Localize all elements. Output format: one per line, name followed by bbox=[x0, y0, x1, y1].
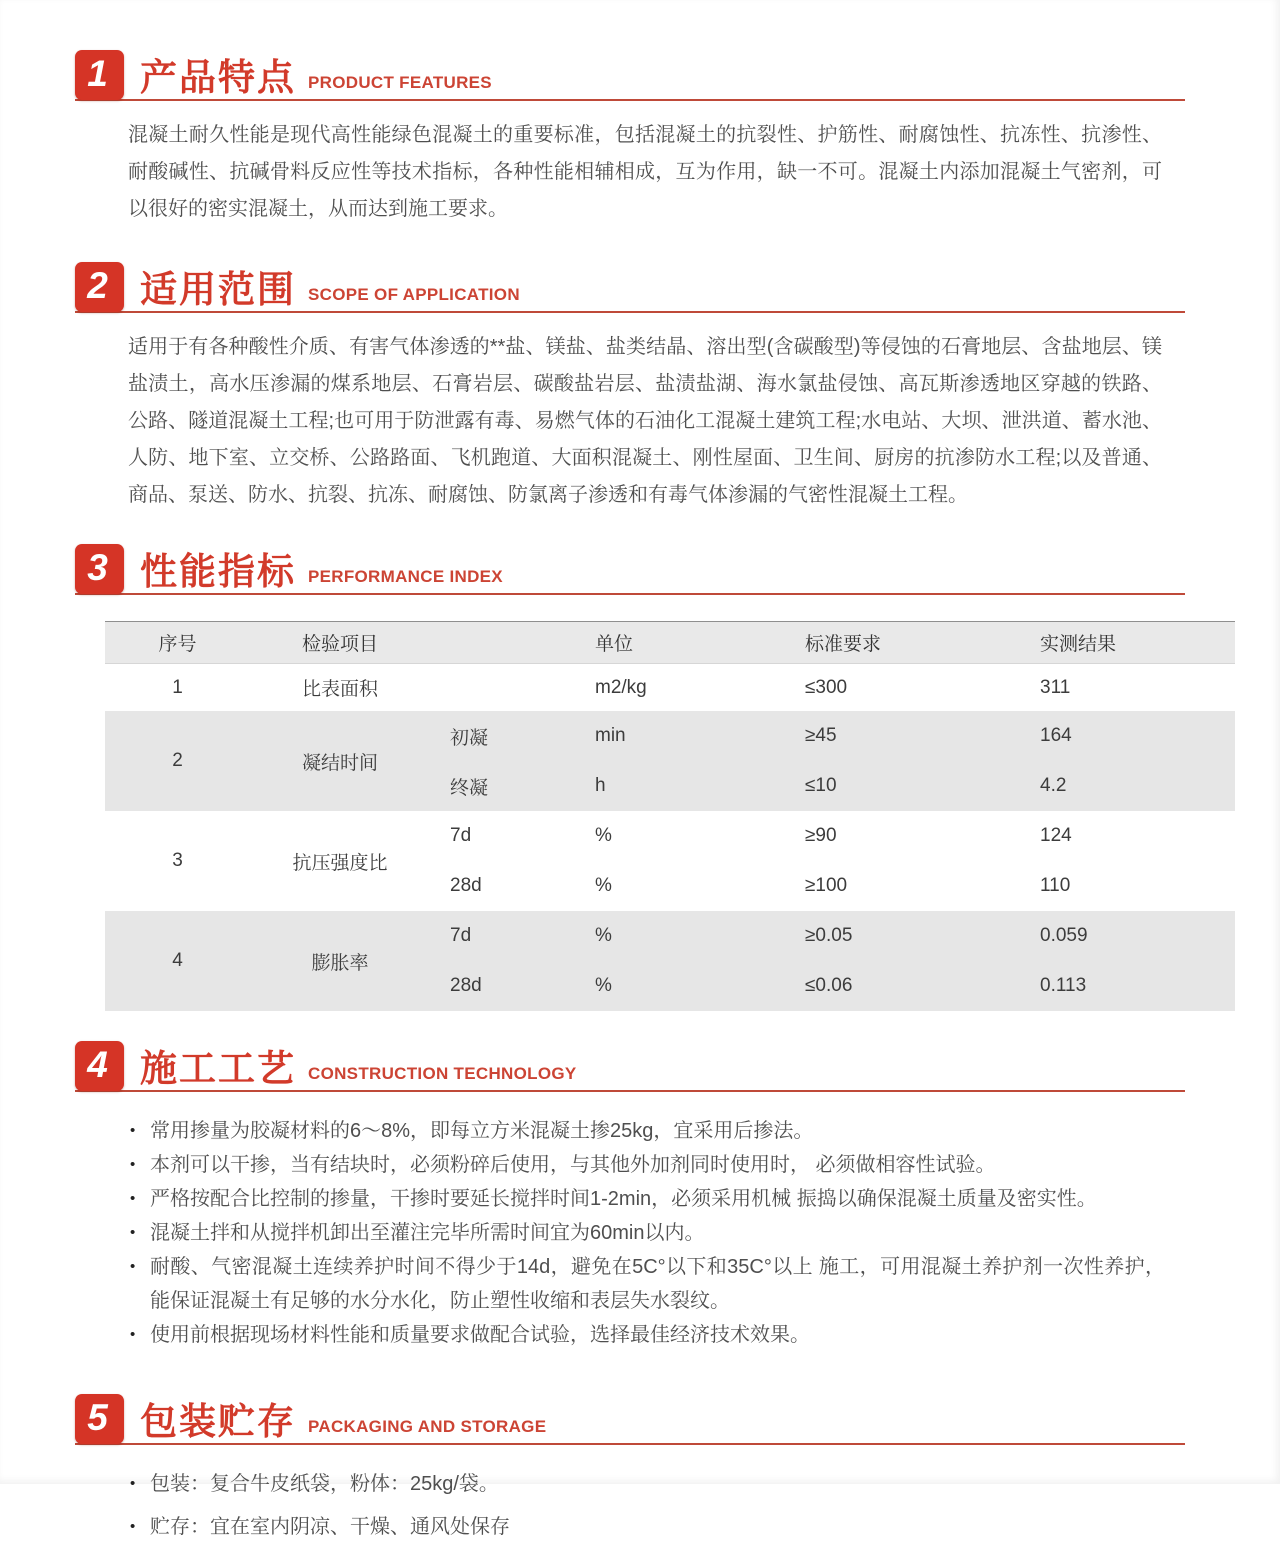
table-cell-unit: % bbox=[595, 975, 612, 996]
table-cell-item: 膨胀率 bbox=[311, 952, 369, 974]
section-number-badge: 1 bbox=[75, 50, 124, 100]
section-number-badge: 2 bbox=[75, 262, 124, 312]
table-header-cell: 实测结果 bbox=[1040, 634, 1117, 655]
table-cell-unit: % bbox=[595, 825, 612, 846]
table-cell-unit: m2/kg bbox=[595, 676, 647, 698]
table-cell-sub bbox=[430, 664, 570, 711]
table-cell-unit: min bbox=[595, 725, 626, 746]
section-header bbox=[75, 1041, 1185, 1092]
table-group-row bbox=[105, 911, 1235, 1011]
section-title-zh: 适用范围 bbox=[140, 269, 296, 310]
section-title-zh: 产品特点 bbox=[140, 57, 296, 98]
section-title-en: PERFORMANCE INDEX bbox=[308, 567, 503, 586]
section-header bbox=[75, 544, 1185, 595]
table-cell-requirement: ≥0.05 bbox=[805, 925, 853, 946]
bullet-dot-icon: • bbox=[130, 1224, 136, 1241]
bullet-text: 包装：复合牛皮纸袋，粉体：25kg/袋。 bbox=[150, 1473, 499, 1495]
bullet-item bbox=[130, 1114, 1165, 1148]
section-packaging-and-storage bbox=[0, 1394, 1280, 1544]
table-cell-result: 124 bbox=[1040, 825, 1072, 846]
table-cell-result: 164 bbox=[1040, 725, 1072, 746]
table-cell-requirement: ≤0.06 bbox=[805, 975, 853, 996]
table-cell-sub: 28d bbox=[450, 975, 482, 996]
section-construction-technology bbox=[0, 1041, 1280, 1352]
table-cell-result: 0.113 bbox=[1040, 975, 1087, 996]
table-cell-no: 1 bbox=[172, 676, 183, 698]
table-cell-item: 抗压强度比 bbox=[292, 852, 388, 874]
bullet-dot-icon: • bbox=[130, 1190, 136, 1207]
table-cell-requirement: ≥100 bbox=[805, 875, 848, 896]
bullet-dot-icon: • bbox=[130, 1156, 136, 1173]
bullet-dot-icon: • bbox=[130, 1122, 136, 1139]
section-header bbox=[75, 262, 1185, 313]
section-product-features bbox=[0, 50, 1280, 228]
section-title-zh: 性能指标 bbox=[140, 551, 296, 592]
table-cell-sub: 28d bbox=[450, 875, 482, 896]
table-cell-requirement: ≤300 bbox=[805, 676, 848, 698]
table-cell-sub: 7d bbox=[450, 825, 472, 846]
table-cell-sub: 初凝 bbox=[450, 727, 489, 749]
bullet-text: 严格按配合比控制的掺量，干掺时要延长搅拌时间1-2min，必须采用机械 振捣以确保混凝土质量及密实性。 bbox=[150, 1188, 1097, 1210]
table-cell-unit: % bbox=[595, 925, 612, 946]
table-cell-requirement: ≤10 bbox=[805, 775, 837, 796]
bullet-text: 混凝土拌和从搅拌机卸出至灌注完毕所需时间宜为60min以内。 bbox=[150, 1222, 705, 1244]
table-cell-sub: 7d bbox=[450, 925, 472, 946]
table-cell-requirement: ≥45 bbox=[805, 725, 837, 746]
table-cell-item: 凝结时间 bbox=[301, 752, 378, 774]
bullet-text: 常用掺量为胶凝材料的6～8%，即每立方米混凝土掺25kg，宜采用后掺法。 bbox=[150, 1120, 814, 1142]
bullet-text: 本剂可以干掺，当有结块时，必须粉碎后使用，与其他外加剂同时使用时， 必须做相容性试验。 bbox=[150, 1154, 996, 1176]
table-cell-item: 比表面积 bbox=[301, 679, 378, 700]
section-title-en: SCOPE OF APPLICATION bbox=[308, 285, 520, 304]
bullet-text: 贮存：宜在室内阴凉、干燥、通风处保存 bbox=[150, 1516, 510, 1538]
section-header bbox=[75, 1394, 1185, 1445]
construction-technology-list bbox=[130, 1114, 1165, 1352]
bullet-item bbox=[130, 1318, 1165, 1352]
packaging-storage-list bbox=[130, 1467, 1165, 1544]
bullet-item bbox=[130, 1510, 1165, 1544]
section-title-en: PACKAGING AND STORAGE bbox=[308, 1417, 547, 1436]
bullet-text: 使用前根据现场材料性能和质量要求做配合试验，选择最佳经济技术效果。 bbox=[150, 1324, 810, 1346]
bullet-item bbox=[130, 1250, 1165, 1318]
table-cell-sub: 终凝 bbox=[450, 777, 489, 799]
table-cell-requirement: ≥90 bbox=[805, 825, 837, 846]
bullet-dot-icon: • bbox=[130, 1326, 136, 1343]
table-header-cell: 序号 bbox=[158, 634, 197, 655]
table-group-row bbox=[105, 811, 1235, 911]
table-cell-result: 0.059 bbox=[1040, 925, 1088, 946]
section-title-zh: 施工工艺 bbox=[140, 1048, 296, 1089]
bullet-dot-icon: • bbox=[130, 1258, 136, 1275]
section-performance-index bbox=[0, 544, 1280, 1011]
bullet-item bbox=[130, 1182, 1165, 1216]
section-title-en: PRODUCT FEATURES bbox=[308, 73, 492, 92]
table-group-row bbox=[105, 711, 1235, 811]
table-header-row bbox=[105, 622, 1235, 664]
bullet-text: 耐酸、气密混凝土连续养护时间不得少于14d，避免在5C°以下和35C°以上 施工，可用混凝土养护剂一次性养护，能保证混凝土有足够的水分水化，防止塑性收缩和表层失水裂纹。 bbox=[150, 1256, 1165, 1312]
bullet-item bbox=[130, 1467, 1165, 1501]
bullet-item bbox=[130, 1216, 1165, 1250]
table-cell-no: 3 bbox=[172, 850, 183, 871]
bullet-item bbox=[130, 1148, 1165, 1182]
section-title-zh: 包装贮存 bbox=[140, 1401, 296, 1442]
table-header-cell: 标准要求 bbox=[805, 634, 882, 655]
table-header-cell: 单位 bbox=[595, 634, 634, 655]
table-cell-result: 4.2 bbox=[1040, 775, 1067, 796]
section-number-badge: 4 bbox=[75, 1041, 124, 1091]
product-features-text: 混凝土耐久性能是现代高性能绿色混凝土的重要标准，包括混凝土的抗裂性、护筋性、耐腐蚀性、抗冻性、抗渗性、耐酸碱性、抗碱骨料反应性等技术指标，各种性能相辅相成，互为作用，缺一不可。混凝土内添加混凝土气密剂，可以很好的密实混凝土，从而达到施工要求。 bbox=[128, 124, 1162, 220]
table-cell-no: 4 bbox=[172, 950, 183, 971]
table-cell-result: 311 bbox=[1040, 676, 1071, 698]
section-number-badge: 3 bbox=[75, 544, 124, 594]
table-cell-unit: h bbox=[595, 775, 606, 796]
table-cell-no: 2 bbox=[172, 750, 183, 771]
section-header bbox=[75, 50, 1185, 101]
section-number-badge: 5 bbox=[75, 1394, 124, 1444]
performance-table bbox=[105, 621, 1235, 1011]
table-header-cell bbox=[430, 622, 570, 663]
table-group-row bbox=[105, 664, 1235, 711]
bullet-dot-icon: • bbox=[130, 1518, 136, 1535]
section-scope-of-application bbox=[0, 262, 1280, 514]
section-title-en: CONSTRUCTION TECHNOLOGY bbox=[308, 1064, 577, 1083]
bullet-dot-icon: • bbox=[130, 1475, 136, 1492]
table-cell-result: 110 bbox=[1040, 875, 1071, 896]
table-cell-unit: % bbox=[595, 875, 612, 896]
scope-of-application-text: 适用于有各种酸性介质、有害气体渗透的**盐、镁盐、盐类结晶、溶出型(含碳酸型)等侵蚀的石膏地层、含盐地层、镁盐渍土，高水压渗漏的煤系地层、石膏岩层、碳酸盐岩层、盐渍盐湖、海水氯盐侵蚀、高瓦斯渗透地区穿越的铁路、公路、隧道混凝土工程;也可用于防泄露有毒、易燃气体的石油化工混凝土建筑工程;水电站、大坝、泄洪道、蓄水池、人防、地下室、立交桥、公路路面、飞机跑道、大面积混凝土、刚性屋面、卫生间、厨房的抗渗防水工程;以及普通、商品、泵送、防水、抗裂、抗冻、耐腐蚀、防氯离子渗透和有毒气体渗漏的气密性混凝土工程。 bbox=[128, 336, 1162, 506]
table-header-cell: 检验项目 bbox=[301, 634, 378, 655]
